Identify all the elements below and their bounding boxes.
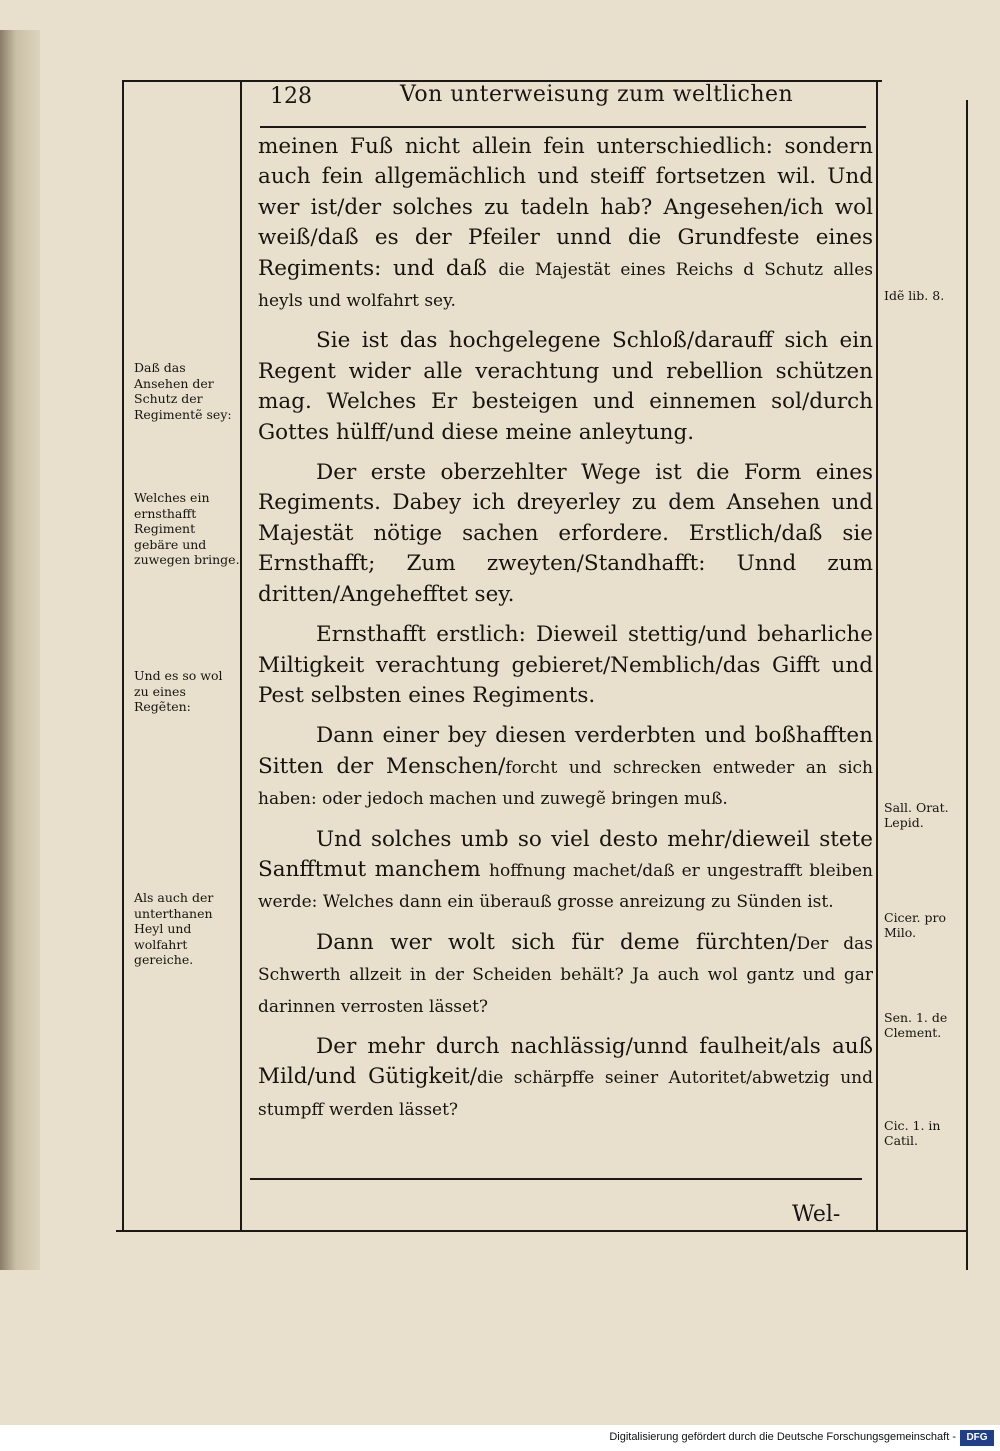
frame-right-border: [966, 100, 968, 1270]
paragraph-1-text: meinen Fuß nicht allein fein unterschiedlich: sondern auch fein allgemächlich und steiff fortsetzen wil. Und wer ist/der solches zu tadeln hab? Angesehen/ich wol weiß/daß es der Pfeiler unnd die Grundfeste eines Regiments: und daß: [258, 134, 873, 281]
paragraph-7-text: Dann wer wolt sich für deme fürchten/: [316, 929, 797, 955]
main-text-column: [258, 132, 873, 1135]
paragraph-1-small-text: die Majestät eines Reichs d Schutz alles heyls und wolfahrt sey.: [258, 259, 873, 312]
paragraph-4: Ernsthafft erstlich: Dieweil stettig/und beharliche Miltigkeit verachtung gebieret/Nemblich/das Gifft und Pest selbsten eines Regiments.: [258, 622, 873, 708]
frame-left-border: [122, 80, 124, 1230]
frame-inner-left-border: [240, 80, 242, 1230]
paragraph-8-small-text: die schärpffe seiner Autoritet/abwetzig und stumpff werden lässet?: [258, 1068, 873, 1120]
paragraph-5-text: Dann einer bey diesen verderbten und boßhafften Sitten der Menschen/: [258, 723, 873, 779]
page-bottom-rule: [116, 1230, 966, 1232]
text-bottom-rule: [250, 1178, 862, 1180]
margin-note-right-2: Sall. Orat. Lepid.: [884, 800, 949, 830]
margin-note-left-2: Welches ein ernsthafft Regiment gebäre und zuwegen bringe.: [134, 490, 240, 567]
paragraph-7-small-text: Der das Schwerth allzeit in der Scheiden behält? Ja auch wol gantz und gar darinnen verrosten lässet?: [258, 933, 873, 1017]
book-spine: [0, 30, 40, 1270]
paragraph-6-small-text: hoffnung machet/daß er ungestrafft bleiben werde: Welches dann ein überauß grosse anreizung zu Sünden ist.: [258, 860, 873, 913]
paragraph-3: Der erste oberzehlter Wege ist die Form eines Regiments. Dabey ich dreyerley zu dem Ansehen und Majestät nötige sachen erfordere. Erstlich/daß sie Ernsthafft; Zum zweyten/Standhafft: Unnd zum dritten/Angehefftet sey.: [258, 460, 873, 607]
paragraph-7: [258, 928, 873, 1022]
catchword: Wel-: [792, 1202, 841, 1227]
frame-inner-right-border: [876, 80, 878, 1230]
paragraph-2: Sie ist das hochgelegene Schloß/darauff sich ein Regent wider alle verachtung und rebellion schützen mag. Welches Er besteigen und einnemen sol/durch Gottes hülff/und diese meine anleytung.: [258, 328, 873, 445]
page-number: 128: [270, 84, 312, 109]
paragraph-5: [258, 721, 873, 814]
funding-credit: Digitalisierung gefördert durch die Deutsche Forschungsgemeinschaft -: [609, 1431, 956, 1443]
paragraph-6-text: Und solches umb so viel desto mehr/dieweil stete Sanfftmut manchem: [258, 826, 873, 882]
paragraph-6: [258, 825, 873, 918]
margin-note-right-1: Idẽ lib. 8.: [884, 288, 945, 303]
paragraph-1: [258, 132, 873, 316]
paragraph-8-text: Der mehr durch nachlässig/unnd faulheit/als auß Mild/und Gütigkeit/: [258, 1033, 873, 1090]
running-title: Von unterweisung zum weltlichen: [400, 82, 794, 107]
margin-note-right-4: Sen. 1. de Clement.: [884, 1010, 948, 1040]
digitization-footer: [0, 1425, 1000, 1451]
margin-note-left-4: Als auch der unterthanen Heyl und wolfahrt gereiche.: [134, 890, 214, 967]
margin-note-left-3: Und es so wol zu eines Regẽten:: [134, 668, 223, 714]
margin-note-right-5: Cic. 1. in Catil.: [884, 1118, 941, 1148]
paragraph-5-small-text: forcht und schrecken entweder an sich haben: oder jedoch machen und zuwegẽ bringen muß.: [258, 757, 873, 810]
dfg-logo-icon: DFG: [960, 1430, 994, 1446]
margin-note-right-3: Cicer. pro Milo.: [884, 910, 947, 940]
header-rule: [260, 126, 866, 128]
paragraph-8: [258, 1032, 873, 1125]
margin-note-left-1: Daß das Ansehen der Schutz der Regimentẽ sey:: [134, 360, 232, 422]
